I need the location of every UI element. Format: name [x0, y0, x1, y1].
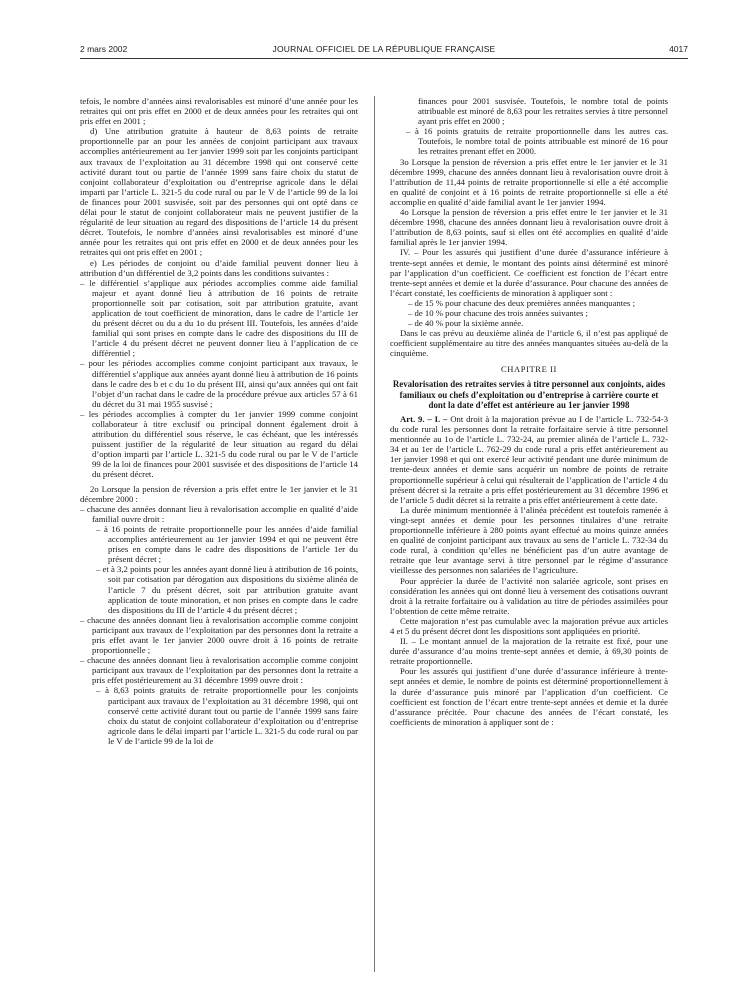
article-label: Art. 9. – I. –: [400, 414, 448, 424]
list-item: – chacune des années donnant lieu à revalorisation accomplie comme conjoint participant aux travaux de l’exploitation par des personnes dont la retraite a pris effet avant le 1er janvier 2000 ouvre droit à 16 points de retraite proportionnelle ;: [80, 614, 358, 656]
list-item: – chacune des années donnant lieu à revalorisation accomplie comme conjoint participant aux travaux de l’exploitation par des personnes dont la retraite a pris effet postérieurement au 31 décembre 1999 ouvre droit :: [80, 655, 358, 686]
paragraph: d) Une attribution gratuite à hauteur de 8,63 points de retraite proportionnelle par an pour les années de conjoint participant aux travaux accomplies antérieurement au 1er janvier 1999 soit par les conjoints participant aux travaux de l’exploitation au 31 décembre 1998 qui ont conservé cette activité durant tout ou partie de l’année 1999 sans faire choix du statut de conjoint collaborateur d’exploitation ou d’entreprise agricole dans le délai imparti par l’article L. 321-5 du code rural ou par le V de l’article 99 de la loi de finances pour 2001 susvisée, soit par des personnes qui ont opté dans ce délai pour le statut de conjoint collaborateur mais ne peuvent justifier de la régularité de leur situation au regard des dispositions de l’article 14 du présent décret. Toutefois, le nombre d’années ainsi revalorisables est minoré d’une année pour les retraites qui ont pris effet en 2000 et de deux années pour les retraites qui ont pris effet en 2001 ;: [80, 126, 358, 258]
list-item: – pour les périodes accomplies comme conjoint participant aux travaux, le différentiel s’applique aux années ayant donné lieu à attribution de 16 points dans le cadre des b et c du 1o du présent III, ainsi qu’aux années qui ont fait l’objet d’un rachat dans le cadre de la procédure prévue aux articles 57 à 61 du décret du 31 mai 1955 susvisé ;: [80, 358, 358, 409]
list-item: – de 10 % pour chacune des trois années suivantes ;: [408, 307, 588, 318]
paragraph: tefois, le nombre d’années ainsi revalorisables est minoré d’une année pour les retraites qui ont pris effet en 2000 et de deux années pour les retraites qui ont pris effet en 2001 ;: [80, 96, 358, 127]
paragraph: Cette majoration n’est pas cumulable avec la majoration prévue aux articles 4 et 5 du présent décret dont les dispositions sont appliquées en priorité.: [390, 615, 668, 636]
header-rule: [80, 58, 688, 59]
paragraph: II. – Le montant annuel de la majoration de la retraite est fixé, pour une durée d’assurance d’au moins trente-sept années et demie, à 69,30 points de retraite proportionnelle.: [390, 636, 668, 667]
paragraph: 3o Lorsque la pension de réversion a pris effet entre le 1er janvier et le 31 décembre 1999, chacune des années donnant lieu à revalorisation ouvre droit à l’attribution de 11,44 points de retraite proportionnelle si elle a été accomplie en qualité de conjoint et à 16 points de retraite proportionnelle si elle a été accomplie en qualité d’aide familial avant le 1er janvier 1994.: [390, 156, 668, 207]
page-header: [80, 44, 688, 58]
list-item: – de 40 % pour la sixième année.: [408, 318, 524, 329]
article-paragraph: [390, 414, 668, 505]
paragraph: IV. – Pour les assurés qui justifient d’une durée d’assurance inférieure à trente-sept années et demie, le montant des points ainsi déterminé est minoré par l’application d’un coefficient. Ce coefficient est fonction de l’écart entre trente-sept années et demie et la durée d’assurance. Pour chacune des années de l’écart constaté, les coefficients de minoration à appliquer sont :: [390, 247, 668, 298]
journal-title: JOURNAL OFFICIEL DE LA RÉPUBLIQUE FRANÇAISE: [272, 44, 496, 54]
paragraph: 4o Lorsque la pension de réversion a pris effet entre le 1er janvier et le 31 décembre 1998, chacune des années donnant lieu à revalorisation ouvre droit à l’attribution de 8,63 points, sauf si elles ont été accomplies en qualité d’aide familial après le 1er janvier 1994.: [390, 207, 668, 248]
right-column: [390, 96, 668, 972]
paragraph: finances pour 2001 susvisée. Toutefois, le nombre total de points attribuable est minoré de 8,63 pour les retraites servies à titre personnel ayant pris effet en 2000 ;: [418, 96, 668, 127]
chapter-title: CHAPITRE II: [501, 364, 557, 375]
column-divider: [374, 96, 375, 972]
page-number: 4017: [669, 44, 688, 54]
sub-list-item: – à 8,63 points gratuits de retraite proportionnelle pour les conjoints participant aux travaux de l’exploitation au 31 décembre 1998, qui ont conservé cette activité durant tout ou partie de l’année 1999 sans faire choix du statut de conjoint collaborateur d’exploitation ou d’entreprise agricole dans le délai imparti par l’article L. 321-5 du code rural ou par le V de l’article 99 de la loi de: [96, 685, 358, 746]
paragraph: Dans le cas prévu au deuxième alinéa de l’article 6, il n’est pas appliqué de coefficient supplémentaire au titre des années manquantes situées au-delà de la cinquième.: [390, 328, 668, 359]
paragraph: Pour apprécier la durée de l’activité non salariée agricole, sont prises en considération les années qui ont donné lieu à versement des cotisations ouvrant droit à la retraite forfaitaire ou à validation au titre de périodes assimilées pour l’obtention de cette même retraite.: [390, 575, 668, 616]
paragraph: Pour les assurés qui justifient d’une durée d’assurance inférieure à trente-sept années et demie, le nombre de points est déterminé proportionnellement à la durée d’assurance puis minoré par l’application d’un coefficient. Ce coefficient est fonction de l’écart entre trente-sept années et demie et la durée d’assurance précitée. Pour chacune des années de l’écart constaté, les coefficients de minoration à appliquer sont de :: [390, 666, 668, 727]
article-text: Ont droit à la majoration prévue au I de l’article L. 732-54-3 du code rural les personnes dont la retraite forfaitaire servie à titre personnel mentionnée au 1o de l’article L. 732-24, au premier alinéa de l’article L. 732-34 et au 1er de l’article L. 762-29 du code rural a pris effet antérieurement au 1er janvier 1998 et qui ont exercé leur activité pendant une durée minimum de trente-deux années et demie sans acquérir un nombre de points de retraite proportionnelle supérieur à celui qui résulterait de l’application de l’article 4 du présent décret si la retraite a pris effet postérieurement au 31 décembre 1996 et de l’article 5 dudit décret si la retraite a pris effet antérieurement à cette date.: [390, 414, 668, 505]
sub-list-item: – à 16 points gratuits de retraite proportionnelle dans les autres cas. Toutefois, le nombre total de points attribuable est minoré de 16 pour les retraites prenant effet en 2000.: [406, 126, 668, 157]
section-heading: Revalorisation des retraites servies à titre personnel aux conjoints, aides familiaux ou chefs d’exploitation ou d’entreprise à carrière courte et dont la date d’effet est antérieure au 1er janvier 1998: [392, 379, 666, 410]
left-column: [80, 96, 358, 972]
sub-list-item: – à 16 points de retraite proportionnelle pour les années d’aide familial accomplies antérieurement au 1er janvier 1994 et qui ne peuvent être prises en compte dans le cadre des dispositions de l’article 1er du présent décret ;: [96, 523, 358, 565]
sub-list-item: – et à 3,2 points pour les années ayant donné lieu à attribution de 16 points, soit par cotisation par dérogation aux dispositions du sixième alinéa de l’article 7 du présent décret, soit par attribution gratuite avant application de toute minoration, et non prises en compte dans le cadre des dispositions du III de l’article 4 du présent décret ;: [96, 564, 358, 615]
list-item: – les périodes accomplies à compter du 1er janvier 1999 comme conjoint collaborateur à titre exclusif ou principal donnent également droit à attribution du différentiel sous réserve, le cas échéant, que les intéressés puissent justifier de la régularité de leur situation au regard du délai d’option imparti par l’article L. 321-5 du code rural ou par le V de l’article 99 de la loi de finances pour 2001 susvisée et des dispositions de l’article 14 du présent décret.: [80, 408, 358, 480]
list-item: – de 15 % pour chacune des deux premières années manquantes ;: [408, 297, 635, 308]
paragraph: 2o Lorsque la pension de réversion a pris effet entre le 1er janvier et le 31 décembre 2000 :: [80, 483, 358, 504]
header-date: 2 mars 2002: [80, 44, 128, 54]
paragraph: La durée minimum mentionnée à l’alinéa précédent est toutefois ramenée à vingt-sept années et demie pour les personnes titulaires d’une retraite proportionnelle inférieure à 280 points ayant effectué au moins quinze années en qualité de conjoint participant aux travaux au sens de l’article L. 732-34 du code rural, à condition qu’elles ne bénéficient pas d’un autre avantage de retraite que leur avantage servi à titre personnel par le régime d’assurance vieillesse des personnes non salariées de l’agriculture.: [390, 504, 668, 576]
paragraph: e) Les périodes de conjoint ou d’aide familial peuvent donner lieu à attribution d’un différentiel de 3,2 points dans les conditions suivantes :: [80, 257, 358, 278]
list-item: – chacune des années donnant lieu à revalorisation accomplie en qualité d’aide familial ouvre droit :: [80, 503, 358, 524]
list-item: – le différentiel s’applique aux périodes accomplies comme aide familial majeur et ayant donné lieu à attribution de 16 points de retraite proportionnelle soit par cotisation, soit par attribution gratuite, avant application de tout coefficient de minoration, dans le cadre de l’article 1er du présent décret ou du a du 1o du présent III. Toutefois, les années d’aide familial qui sont prises en compte dans le cadre des dispositions du III de l’article 4 du présent décret ne peuvent donner lieu à l’application de ce différentiel ;: [80, 277, 358, 359]
